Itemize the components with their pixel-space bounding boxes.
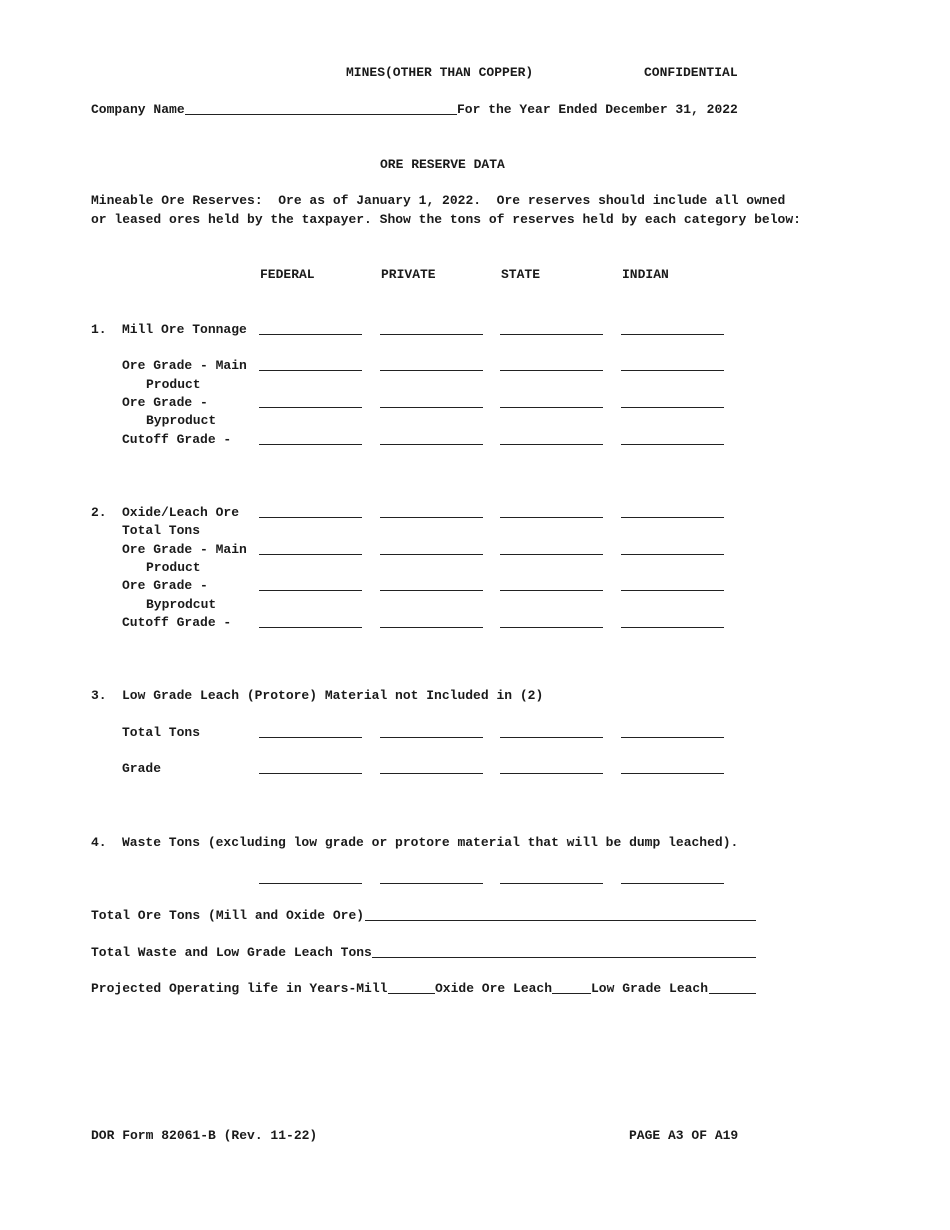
column-header-federal: FEDERAL <box>260 267 315 282</box>
indian-blank[interactable] <box>621 334 724 335</box>
private-blank[interactable] <box>380 627 483 628</box>
indian-blank[interactable] <box>621 590 724 591</box>
intro-line-2: or leased ores held by the taxpayer. Show the tons of reserves held by each category below: <box>91 212 801 227</box>
state-blank[interactable] <box>500 554 603 555</box>
state-blank[interactable] <box>500 407 603 408</box>
total-ore-tons-label: Total Ore Tons (Mill and Oxide Ore) <box>91 908 365 923</box>
state-blank[interactable] <box>500 773 603 774</box>
oxide-leach-ore-sublabel: Total Tons <box>122 523 201 538</box>
state-blank[interactable] <box>500 627 603 628</box>
ore-grade-main-label: Ore Grade - Main <box>122 358 247 373</box>
ore-grade-byproduct-label: Ore Grade - <box>122 578 208 593</box>
ore-grade-main-sublabel: Product <box>146 377 201 392</box>
federal-blank[interactable] <box>259 554 362 555</box>
private-blank[interactable] <box>380 554 483 555</box>
column-header-private: PRIVATE <box>381 267 436 282</box>
mill-ore-tonnage-label: Mill Ore Tonnage <box>122 322 247 337</box>
section-4-title: Waste Tons (excluding low grade or protore material that will be dump leached). <box>122 835 739 850</box>
indian-blank[interactable] <box>621 773 724 774</box>
ore-grade-byproduct-sublabel: Byproduct <box>146 413 217 428</box>
intro-line-1: Mineable Ore Reserves: Ore as of January 1, 2022. Ore reserves should include all owned <box>91 193 786 208</box>
indian-blank[interactable] <box>621 370 724 371</box>
state-blank[interactable] <box>500 334 603 335</box>
federal-blank[interactable] <box>259 883 362 884</box>
federal-blank[interactable] <box>259 590 362 591</box>
state-blank[interactable] <box>500 737 603 738</box>
low-grade-leach-label: Low Grade Leach <box>591 981 709 996</box>
private-blank[interactable] <box>380 370 483 371</box>
indian-blank[interactable] <box>621 554 724 555</box>
section-2-number: 2. <box>91 505 107 520</box>
state-blank[interactable] <box>500 883 603 884</box>
confidential-label: CONFIDENTIAL <box>644 65 738 80</box>
private-blank[interactable] <box>380 517 483 518</box>
section-3-title: Low Grade Leach (Protore) Material not Included in (2) <box>122 688 544 703</box>
oxide-ore-leach-label: Oxide Ore Leach <box>435 981 553 996</box>
section-4-number: 4. <box>91 835 107 850</box>
ore-grade-byproduct-label: Ore Grade - <box>122 395 208 410</box>
indian-blank[interactable] <box>621 407 724 408</box>
section-1-number: 1. <box>91 322 107 337</box>
oxide-leach-ore-label: Oxide/Leach Ore <box>122 505 240 520</box>
company-name-input[interactable] <box>187 101 455 115</box>
total-ore-tons-underline[interactable] <box>365 920 756 921</box>
private-blank[interactable] <box>380 883 483 884</box>
section-title: ORE RESERVE DATA <box>380 157 505 172</box>
indian-blank[interactable] <box>621 444 724 445</box>
federal-blank[interactable] <box>259 517 362 518</box>
federal-blank[interactable] <box>259 370 362 371</box>
form-title: MINES(OTHER THAN COPPER) <box>346 65 534 80</box>
ore-grade-main-sublabel: Product <box>146 560 201 575</box>
private-blank[interactable] <box>380 334 483 335</box>
cutoff-grade-label: Cutoff Grade - <box>122 615 232 630</box>
oxide-ore-leach-underline[interactable] <box>552 993 591 994</box>
total-waste-underline[interactable] <box>372 957 756 958</box>
indian-blank[interactable] <box>621 883 724 884</box>
state-blank[interactable] <box>500 370 603 371</box>
federal-blank[interactable] <box>259 334 362 335</box>
federal-blank[interactable] <box>259 773 362 774</box>
total-tons-label: Total Tons <box>122 725 201 740</box>
federal-blank[interactable] <box>259 444 362 445</box>
federal-blank[interactable] <box>259 737 362 738</box>
ore-grade-main-label: Ore Grade - Main <box>122 542 247 557</box>
private-blank[interactable] <box>380 444 483 445</box>
ore-grade-byproduct-sublabel: Byprodcut <box>146 597 217 612</box>
indian-blank[interactable] <box>621 517 724 518</box>
cutoff-grade-label: Cutoff Grade - <box>122 432 232 447</box>
total-waste-label: Total Waste and Low Grade Leach Tons <box>91 945 372 960</box>
private-blank[interactable] <box>380 737 483 738</box>
year-ended-text: For the Year Ended December 31, 2022 <box>457 102 738 117</box>
state-blank[interactable] <box>500 590 603 591</box>
state-blank[interactable] <box>500 444 603 445</box>
page-number: PAGE A3 OF A19 <box>629 1128 739 1143</box>
form-id: DOR Form 82061-B (Rev. 11-22) <box>91 1128 318 1143</box>
grade-label: Grade <box>122 761 162 776</box>
federal-blank[interactable] <box>259 407 362 408</box>
indian-blank[interactable] <box>621 627 724 628</box>
operating-life-mill-underline[interactable] <box>388 993 435 994</box>
private-blank[interactable] <box>380 773 483 774</box>
operating-life-label: Projected Operating life in Years-Mill <box>91 981 388 996</box>
company-name-label: Company Name <box>91 102 185 117</box>
column-header-indian: INDIAN <box>622 267 669 282</box>
low-grade-leach-underline[interactable] <box>709 993 756 994</box>
state-blank[interactable] <box>500 517 603 518</box>
private-blank[interactable] <box>380 590 483 591</box>
section-3-number: 3. <box>91 688 107 703</box>
federal-blank[interactable] <box>259 627 362 628</box>
column-header-state: STATE <box>501 267 541 282</box>
private-blank[interactable] <box>380 407 483 408</box>
indian-blank[interactable] <box>621 737 724 738</box>
